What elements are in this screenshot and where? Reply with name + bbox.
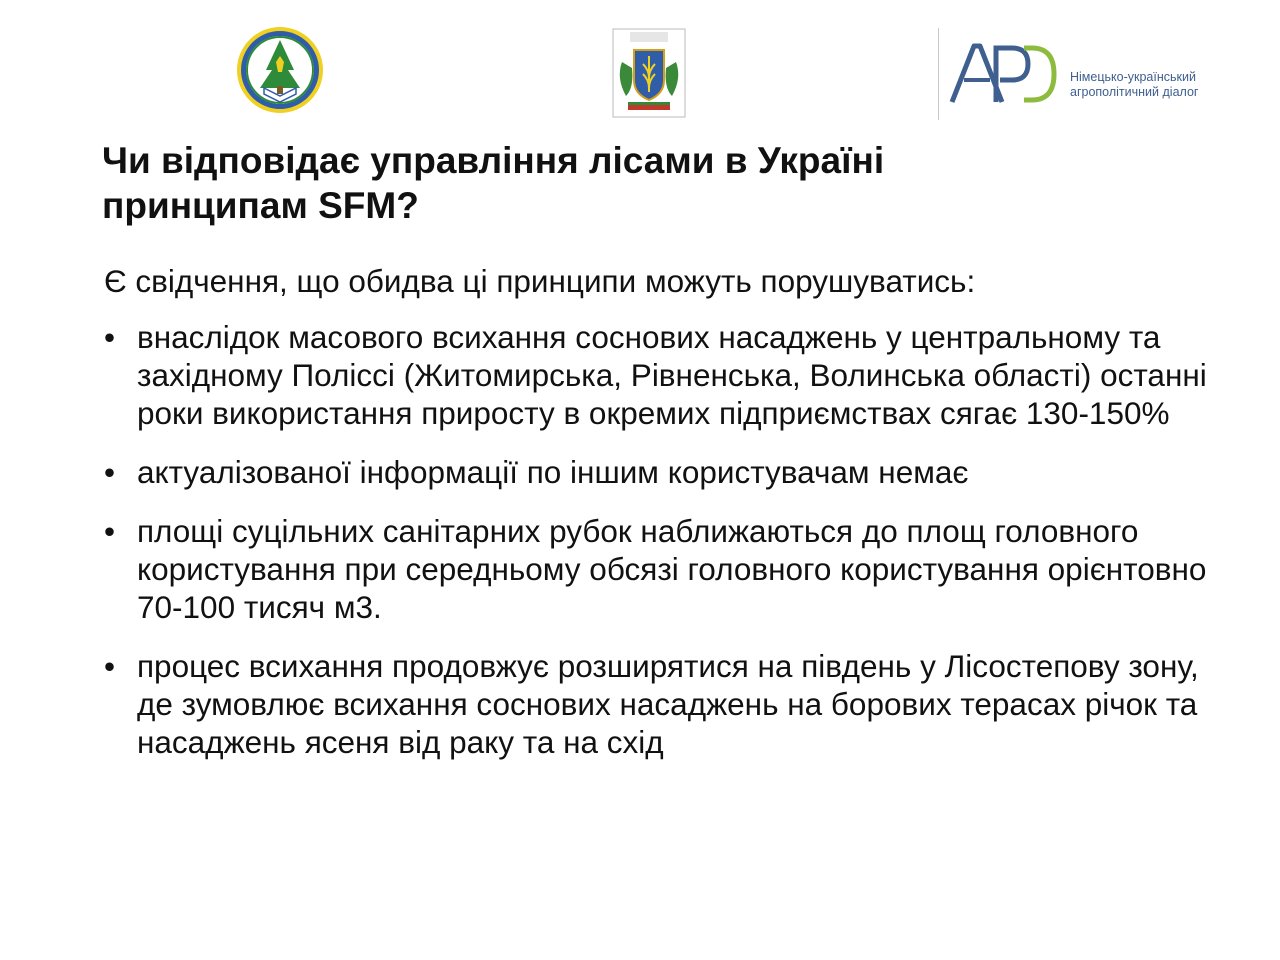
apd-caption-line2: агрополітичний діалог (1070, 85, 1199, 99)
slide-title-line2: принципам SFM? (102, 185, 419, 226)
header-logos (0, 0, 1280, 130)
bullet-dot: • (104, 648, 116, 684)
logo-divider (938, 28, 939, 120)
bullet-list (104, 318, 1214, 782)
apd-caption (1070, 70, 1198, 100)
bullet-text: актуалізованої інформації по іншим користувачам немає (137, 454, 969, 490)
slide-title-line1: Чи відповідає управління лісами в Україні (102, 140, 885, 181)
apd-logo-icon (948, 40, 1058, 106)
university-emblem-icon (236, 26, 324, 114)
slide-title (102, 138, 1202, 228)
bullet-dot: • (104, 454, 116, 490)
ministry-coat-of-arms-icon (612, 28, 686, 118)
bullet-item (104, 647, 1214, 761)
bullet-text: площі суцільних санітарних рубок наближаються до площ головного користування при середньому обсязі головного користування орієнтовно 70-100 тисяч м3. (137, 513, 1207, 625)
apd-caption-line1: Німецько-український (1070, 70, 1196, 84)
bullet-text: процес всихання продовжує розширятися на південь у Лісостепову зону, де зумовлює всихання соснових насаджень на борових терасах річок та насаджень ясеня від раку та на схід (137, 648, 1199, 760)
bullet-dot: • (104, 319, 116, 355)
intro-text: Є свідчення, що обидва ці принципи можуть порушуватись: (104, 263, 976, 299)
bullet-text: внаслідок масового всихання соснових насаджень у центральному та західному Поліссі (Житомирська, Рівненська, Волинська області) останні роки використання приросту в окремих підприємствах сягає 130-150% (137, 319, 1207, 431)
bullet-dot: • (104, 513, 116, 549)
bullet-item (104, 512, 1214, 626)
bullet-item (104, 318, 1214, 432)
bullet-item (104, 453, 1214, 491)
